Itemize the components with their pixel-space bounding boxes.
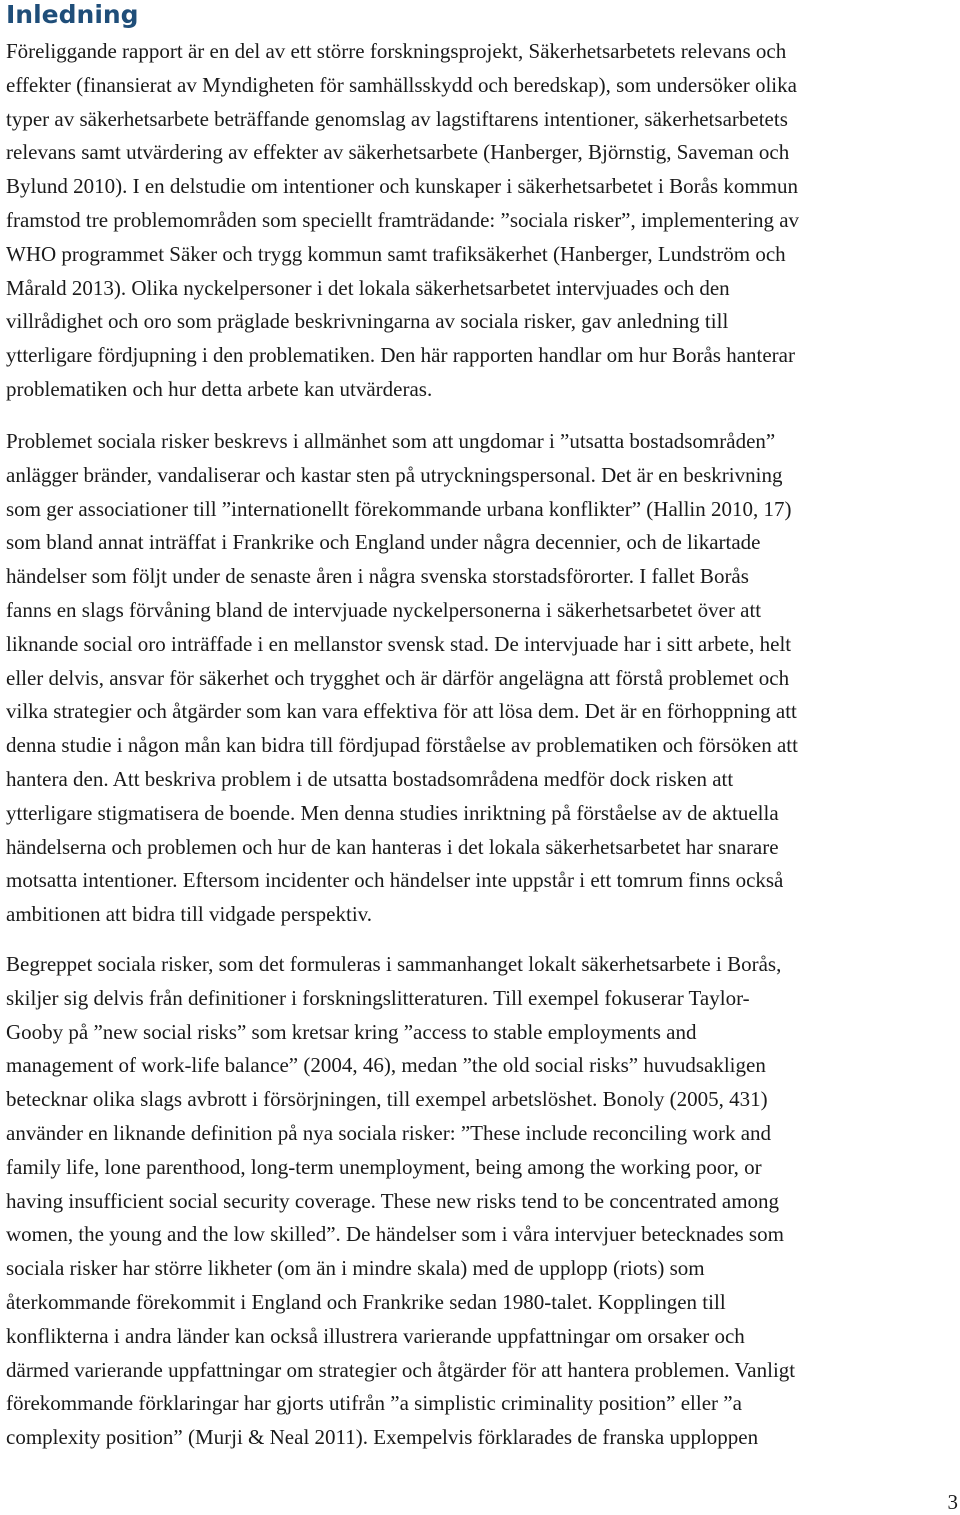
- text-line: fanns en slags förvåning bland de intervjuade nyckelpersonerna i säkerhetsarbetet över att: [6, 597, 762, 622]
- text-line: därmed varierande uppfattningar om strategier och åtgärder för att hantera problemen. Vanligt: [6, 1357, 796, 1382]
- text-line: liknande social oro inträffade i en mellanstor svensk stad. De intervjuade har i sitt arbete, helt: [6, 631, 792, 656]
- text-line: eller delvis, ansvar för säkerhet och trygghet och är därför angelägna att förstå problemet och: [6, 665, 790, 690]
- text-line: konflikterna i andra länder kan också illustrera varierande uppfattningar om orsaker och: [6, 1323, 745, 1348]
- paragraph-2: [6, 425, 960, 932]
- text-line: som bland annat inträffat i Frankrike och England under några decennier, och de likartade: [6, 530, 761, 555]
- text-line: problematiken och hur detta arbete kan utvärderas.: [6, 376, 433, 401]
- text-line: Problemet sociala risker beskrevs i allmänhet som att ungdomar i ”utsatta bostadsområden”: [6, 429, 776, 453]
- text-line: som ger associationer till ”internationellt förekommande urbana konflikter” (Hallin 2010, 17): [6, 496, 792, 521]
- text-line: händelserna och problemen och hur de kan hanteras i det lokala säkerhetsarbetet har snarare: [6, 834, 779, 859]
- text-line: Föreliggande rapport är en del av ett större forskningsprojekt, Säkerhetsarbetets relevans och: [6, 39, 787, 63]
- text-line: återkommande förekommit i England och Frankrike sedan 1980-talet. Kopplingen till: [6, 1289, 726, 1314]
- text-line: Mårald 2013). Olika nyckelpersoner i det lokala säkerhetsarbetet intervjuades och den: [6, 275, 730, 300]
- paragraph-1: [6, 35, 960, 407]
- text-line: effekter (finansierat av Myndigheten för samhällsskydd och beredskap), som undersöker olika: [6, 72, 797, 97]
- text-line: framstod tre problemområden som speciellt framträdande: ”sociala risker”, implementering av: [6, 207, 800, 232]
- page-number: 3: [947, 1490, 958, 1514]
- text-line: betecknar olika slags avbrott i försörjningen, till exempel arbetslöshet. Bonoly (2005, 431): [6, 1087, 768, 1112]
- text-line: ytterligare stigmatisera de boende. Men denna studies inriktning på förståelse av de aktuella: [6, 800, 779, 825]
- paragraph-3: [6, 948, 960, 1455]
- text-line: hantera den. Att beskriva problem i de utsatta bostadsområdena medför dock risken att: [6, 766, 734, 791]
- text-line: complexity position” (Murji & Neal 2011). Exempelvis förklarades de franska upploppen: [6, 1425, 759, 1450]
- text-line: Gooby på ”new social risks” som kretsar kring ”access to stable employments and: [6, 1019, 697, 1044]
- text-line: Bylund 2010). I en delstudie om intentioner och kunskaper i säkerhetsarbetet i Borås kommun: [6, 174, 798, 199]
- text-line: ytterligare fördjupning i den problematiken. Den här rapporten handlar om hur Borås hanterar: [6, 343, 795, 368]
- text-line: having insufficient social security coverage. These new risks tend to be concentrated among: [6, 1188, 780, 1213]
- text-line: Begreppet sociala risker, som det formuleras i sammanhanget lokalt säkerhetsarbete i Borås,: [6, 952, 782, 976]
- text-line: sociala risker har större likheter (om än i mindre skala) med de upplopp (riots) som: [6, 1256, 705, 1281]
- text-line: förekommande förklaringar har gjorts utifrån ”a simplistic criminality position” eller ”a: [6, 1391, 742, 1416]
- text-line: management of work-life balance” (2004, 46), medan ”the old social risks” huvudsakligen: [6, 1053, 766, 1078]
- text-line: skiljer sig delvis från definitioner i forskningslitteraturen. Till exempel fokuserar Taylor-: [6, 985, 750, 1010]
- text-line: vilka strategier och åtgärder som kan vara effektiva för att lösa dem. Det är en förhoppning att: [6, 699, 797, 724]
- text-line: typer av säkerhetsarbete beträffande genomslag av lagstiftarens intentioner, säkerhetsarbetets: [6, 106, 788, 131]
- text-line: ambitionen att bidra till vidgade perspektiv.: [6, 902, 373, 927]
- text-line: använder en liknande definition på nya sociala risker: ”These include reconciling work and: [6, 1120, 772, 1145]
- text-line: WHO programmet Säker och trygg kommun samt trafiksäkerhet (Hanberger, Lundström och: [6, 241, 786, 266]
- text-line: denna studie i någon mån kan bidra till fördjupad förståelse av problematiken och försöken att: [6, 733, 798, 758]
- section-heading: Inledning: [6, 0, 139, 29]
- text-line: villrådighet och oro som präglade beskrivningarna av sociala risker, gav anledning till: [6, 309, 729, 334]
- text-line: relevans samt utvärdering av effekter av säkerhetsarbete (Hanberger, Björnstig, Saveman och: [6, 140, 790, 165]
- text-line: family life, lone parenthood, long-term unemployment, being among the working poor, or: [6, 1154, 762, 1179]
- text-line: motsatta intentioner. Eftersom incidenter och händelser inte uppstår i ett tomrum finns också: [6, 868, 784, 893]
- text-line: women, the young and the low skilled”. De händelser som i våra intervjuer betecknades som: [6, 1222, 784, 1247]
- text-line: händelser som följt under de senaste åren i några svenska storstadsförorter. I fallet Borås: [6, 564, 749, 589]
- text-line: anlägger bränder, vandaliserar och kastar sten på utryckningspersonal. Det är en beskrivning: [6, 462, 783, 487]
